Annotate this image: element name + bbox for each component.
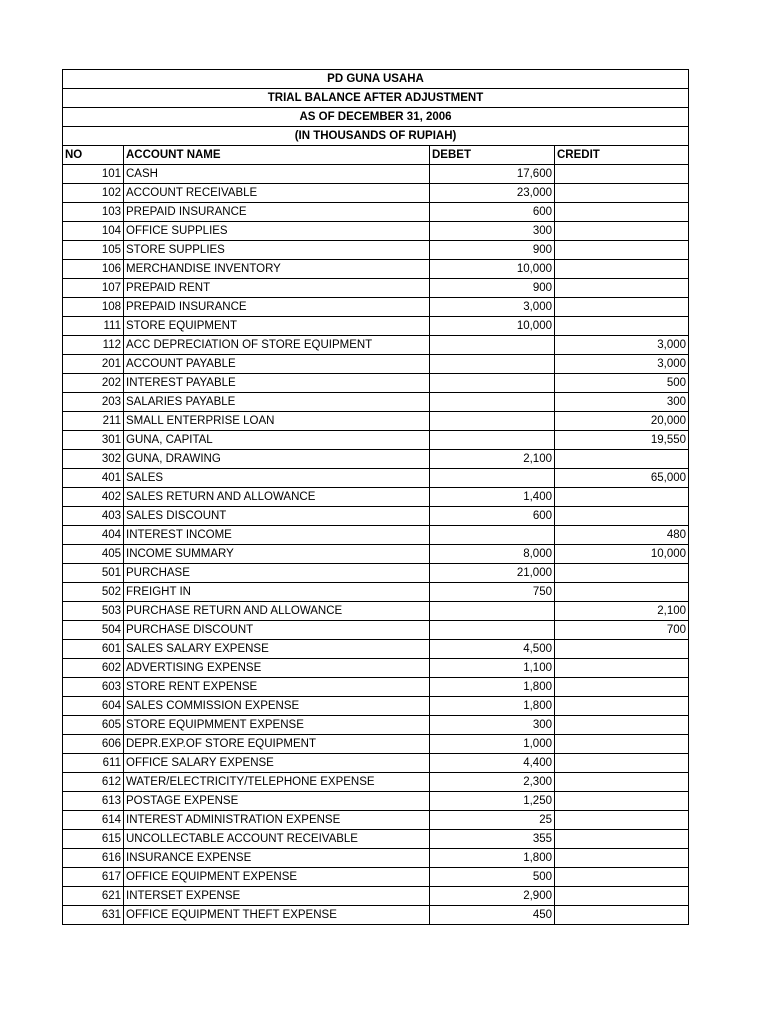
account-name: PURCHASE DISCOUNT xyxy=(124,621,430,640)
account-name: INTEREST ADMINISTRATION EXPENSE xyxy=(124,811,430,830)
debit-amount xyxy=(430,431,555,450)
debit-amount xyxy=(430,469,555,488)
column-header-row xyxy=(63,146,689,165)
credit-amount xyxy=(555,887,689,906)
account-name: INTERSET EXPENSE xyxy=(124,887,430,906)
account-name: INTEREST PAYABLE xyxy=(124,374,430,393)
table-row xyxy=(63,222,689,241)
table-row xyxy=(63,849,689,868)
table-row xyxy=(63,317,689,336)
account-number: 602 xyxy=(63,659,124,678)
account-number: 617 xyxy=(63,868,124,887)
table-row xyxy=(63,241,689,260)
account-number: 111 xyxy=(63,317,124,336)
table-row xyxy=(63,260,689,279)
header-row-unit xyxy=(63,127,689,146)
account-number: 302 xyxy=(63,450,124,469)
table-row xyxy=(63,298,689,317)
account-name: SALES xyxy=(124,469,430,488)
account-number: 606 xyxy=(63,735,124,754)
debit-amount: 4,500 xyxy=(430,640,555,659)
account-number: 103 xyxy=(63,203,124,222)
table-row xyxy=(63,526,689,545)
account-number: 211 xyxy=(63,412,124,431)
account-name: SALES RETURN AND ALLOWANCE xyxy=(124,488,430,507)
account-number: 621 xyxy=(63,887,124,906)
table-row xyxy=(63,773,689,792)
account-number: 107 xyxy=(63,279,124,298)
credit-amount xyxy=(555,868,689,887)
account-name: CASH xyxy=(124,165,430,184)
debit-amount: 300 xyxy=(430,716,555,735)
account-name: OFFICE SALARY EXPENSE xyxy=(124,754,430,773)
account-name: SALES SALARY EXPENSE xyxy=(124,640,430,659)
debit-amount: 3,000 xyxy=(430,298,555,317)
account-number: 108 xyxy=(63,298,124,317)
credit-amount: 480 xyxy=(555,526,689,545)
account-number: 502 xyxy=(63,583,124,602)
debit-amount: 1,800 xyxy=(430,678,555,697)
debit-amount: 1,250 xyxy=(430,792,555,811)
account-number: 203 xyxy=(63,393,124,412)
debit-amount: 750 xyxy=(430,583,555,602)
account-name: INCOME SUMMARY xyxy=(124,545,430,564)
table-row xyxy=(63,830,689,849)
debit-amount: 500 xyxy=(430,868,555,887)
credit-amount: 3,000 xyxy=(555,355,689,374)
account-name: ADVERTISING EXPENSE xyxy=(124,659,430,678)
table-row xyxy=(63,811,689,830)
header-row-company xyxy=(63,70,689,89)
credit-amount xyxy=(555,298,689,317)
account-name: ACC DEPRECIATION OF STORE EQUIPMENT xyxy=(124,336,430,355)
account-name: WATER/ELECTRICITY/TELEPHONE EXPENSE xyxy=(124,773,430,792)
debit-amount xyxy=(430,602,555,621)
account-name: INTEREST INCOME xyxy=(124,526,430,545)
debit-amount xyxy=(430,526,555,545)
credit-amount xyxy=(555,241,689,260)
credit-amount: 20,000 xyxy=(555,412,689,431)
account-number: 615 xyxy=(63,830,124,849)
table-row xyxy=(63,887,689,906)
table-row xyxy=(63,431,689,450)
credit-amount: 500 xyxy=(555,374,689,393)
trial-balance-body xyxy=(63,70,689,925)
column-header-account-name: ACCOUNT NAME xyxy=(124,146,430,165)
debit-amount: 450 xyxy=(430,906,555,925)
credit-amount xyxy=(555,678,689,697)
debit-amount: 10,000 xyxy=(430,317,555,336)
debit-amount: 21,000 xyxy=(430,564,555,583)
report-unit: (IN THOUSANDS OF RUPIAH) xyxy=(63,127,689,146)
debit-amount xyxy=(430,621,555,640)
account-number: 112 xyxy=(63,336,124,355)
table-row xyxy=(63,412,689,431)
credit-amount xyxy=(555,203,689,222)
credit-amount xyxy=(555,716,689,735)
table-row xyxy=(63,906,689,925)
table-row xyxy=(63,336,689,355)
report-title: TRIAL BALANCE AFTER ADJUSTMENT xyxy=(63,89,689,108)
account-name: PURCHASE RETURN AND ALLOWANCE xyxy=(124,602,430,621)
company-name: PD GUNA USAHA xyxy=(63,70,689,89)
credit-amount: 10,000 xyxy=(555,545,689,564)
table-row xyxy=(63,203,689,222)
debit-amount: 900 xyxy=(430,241,555,260)
account-name: GUNA, DRAWING xyxy=(124,450,430,469)
account-number: 202 xyxy=(63,374,124,393)
account-number: 605 xyxy=(63,716,124,735)
table-row xyxy=(63,868,689,887)
credit-amount: 19,550 xyxy=(555,431,689,450)
credit-amount xyxy=(555,754,689,773)
table-row xyxy=(63,716,689,735)
table-row xyxy=(63,621,689,640)
credit-amount: 65,000 xyxy=(555,469,689,488)
account-number: 402 xyxy=(63,488,124,507)
credit-amount xyxy=(555,317,689,336)
account-name: INSURANCE EXPENSE xyxy=(124,849,430,868)
trial-balance-table xyxy=(62,69,689,925)
credit-amount xyxy=(555,260,689,279)
debit-amount: 8,000 xyxy=(430,545,555,564)
account-name: GUNA, CAPITAL xyxy=(124,431,430,450)
credit-amount xyxy=(555,697,689,716)
account-number: 404 xyxy=(63,526,124,545)
debit-amount: 1,100 xyxy=(430,659,555,678)
account-name: OFFICE EQUIPMENT EXPENSE xyxy=(124,868,430,887)
account-number: 101 xyxy=(63,165,124,184)
credit-amount xyxy=(555,659,689,678)
credit-amount xyxy=(555,488,689,507)
header-row-title xyxy=(63,89,689,108)
table-row xyxy=(63,564,689,583)
account-number: 301 xyxy=(63,431,124,450)
account-name: STORE EQUIPMENT xyxy=(124,317,430,336)
credit-amount xyxy=(555,792,689,811)
debit-amount xyxy=(430,374,555,393)
table-row xyxy=(63,165,689,184)
debit-amount: 1,000 xyxy=(430,735,555,754)
account-name: PURCHASE xyxy=(124,564,430,583)
account-name: ACCOUNT PAYABLE xyxy=(124,355,430,374)
account-name: STORE SUPPLIES xyxy=(124,241,430,260)
debit-amount: 355 xyxy=(430,830,555,849)
credit-amount xyxy=(555,830,689,849)
column-header-debit: DEBET xyxy=(430,146,555,165)
account-number: 612 xyxy=(63,773,124,792)
credit-amount: 300 xyxy=(555,393,689,412)
table-row xyxy=(63,355,689,374)
account-name: OFFICE EQUIPMENT THEFT EXPENSE xyxy=(124,906,430,925)
table-row xyxy=(63,393,689,412)
debit-amount: 1,400 xyxy=(430,488,555,507)
account-number: 405 xyxy=(63,545,124,564)
report-date: AS OF DECEMBER 31, 2006 xyxy=(63,108,689,127)
account-number: 201 xyxy=(63,355,124,374)
column-header-no: NO xyxy=(63,146,124,165)
column-header-credit: CREDIT xyxy=(555,146,689,165)
account-number: 604 xyxy=(63,697,124,716)
account-number: 106 xyxy=(63,260,124,279)
table-row xyxy=(63,735,689,754)
table-row xyxy=(63,792,689,811)
account-number: 501 xyxy=(63,564,124,583)
account-name: PREPAID RENT xyxy=(124,279,430,298)
credit-amount xyxy=(555,222,689,241)
debit-amount xyxy=(430,393,555,412)
debit-amount: 2,900 xyxy=(430,887,555,906)
credit-amount xyxy=(555,583,689,602)
account-number: 631 xyxy=(63,906,124,925)
debit-amount: 2,300 xyxy=(430,773,555,792)
credit-amount: 3,000 xyxy=(555,336,689,355)
table-row xyxy=(63,640,689,659)
table-row xyxy=(63,583,689,602)
account-name: MERCHANDISE INVENTORY xyxy=(124,260,430,279)
credit-amount xyxy=(555,849,689,868)
table-row xyxy=(63,697,689,716)
table-row xyxy=(63,488,689,507)
account-name: SMALL ENTERPRISE LOAN xyxy=(124,412,430,431)
table-row xyxy=(63,507,689,526)
table-row xyxy=(63,469,689,488)
table-row xyxy=(63,545,689,564)
table-row xyxy=(63,184,689,203)
debit-amount xyxy=(430,412,555,431)
debit-amount: 1,800 xyxy=(430,849,555,868)
account-number: 504 xyxy=(63,621,124,640)
debit-amount: 25 xyxy=(430,811,555,830)
credit-amount xyxy=(555,735,689,754)
credit-amount xyxy=(555,906,689,925)
account-name: FREIGHT IN xyxy=(124,583,430,602)
account-name: OFFICE SUPPLIES xyxy=(124,222,430,241)
debit-amount: 2,100 xyxy=(430,450,555,469)
debit-amount: 600 xyxy=(430,507,555,526)
account-name: ACCOUNT RECEIVABLE xyxy=(124,184,430,203)
account-name: PREPAID INSURANCE xyxy=(124,298,430,317)
account-name: SALES COMMISSION EXPENSE xyxy=(124,697,430,716)
account-name: PREPAID INSURANCE xyxy=(124,203,430,222)
account-number: 603 xyxy=(63,678,124,697)
account-number: 104 xyxy=(63,222,124,241)
table-row xyxy=(63,374,689,393)
account-number: 611 xyxy=(63,754,124,773)
account-name: STORE RENT EXPENSE xyxy=(124,678,430,697)
account-number: 616 xyxy=(63,849,124,868)
credit-amount: 700 xyxy=(555,621,689,640)
debit-amount xyxy=(430,355,555,374)
account-name: SALES DISCOUNT xyxy=(124,507,430,526)
account-number: 102 xyxy=(63,184,124,203)
debit-amount: 4,400 xyxy=(430,754,555,773)
debit-amount: 900 xyxy=(430,279,555,298)
account-name: POSTAGE EXPENSE xyxy=(124,792,430,811)
credit-amount xyxy=(555,773,689,792)
account-number: 403 xyxy=(63,507,124,526)
table-row xyxy=(63,659,689,678)
table-row xyxy=(63,450,689,469)
account-name: STORE EQUIPMMENT EXPENSE xyxy=(124,716,430,735)
header-row-date xyxy=(63,108,689,127)
credit-amount xyxy=(555,165,689,184)
debit-amount: 23,000 xyxy=(430,184,555,203)
account-number: 503 xyxy=(63,602,124,621)
account-number: 105 xyxy=(63,241,124,260)
credit-amount: 2,100 xyxy=(555,602,689,621)
debit-amount: 17,600 xyxy=(430,165,555,184)
debit-amount: 300 xyxy=(430,222,555,241)
debit-amount xyxy=(430,336,555,355)
account-name: DEPR.EXP.OF STORE EQUIPMENT xyxy=(124,735,430,754)
debit-amount: 1,800 xyxy=(430,697,555,716)
table-row xyxy=(63,279,689,298)
credit-amount xyxy=(555,564,689,583)
credit-amount xyxy=(555,811,689,830)
account-name: UNCOLLECTABLE ACCOUNT RECEIVABLE xyxy=(124,830,430,849)
credit-amount xyxy=(555,450,689,469)
account-number: 401 xyxy=(63,469,124,488)
account-number: 613 xyxy=(63,792,124,811)
credit-amount xyxy=(555,279,689,298)
credit-amount xyxy=(555,184,689,203)
account-number: 601 xyxy=(63,640,124,659)
credit-amount xyxy=(555,507,689,526)
credit-amount xyxy=(555,640,689,659)
account-name: SALARIES PAYABLE xyxy=(124,393,430,412)
table-row xyxy=(63,602,689,621)
account-number: 614 xyxy=(63,811,124,830)
debit-amount: 600 xyxy=(430,203,555,222)
debit-amount: 10,000 xyxy=(430,260,555,279)
table-row xyxy=(63,678,689,697)
table-row xyxy=(63,754,689,773)
